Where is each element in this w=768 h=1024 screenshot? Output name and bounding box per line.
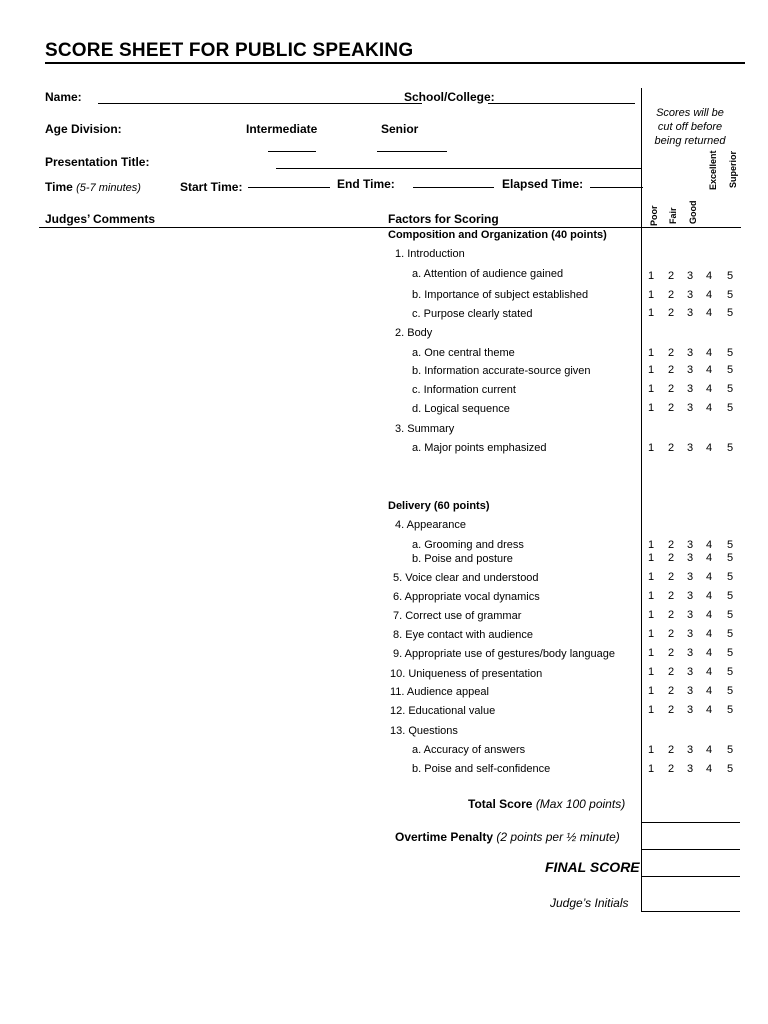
rating-option-5[interactable]: 5 — [726, 270, 734, 282]
criterion-body-d: d. Logical sequence — [412, 403, 510, 415]
rating-option-4[interactable]: 4 — [705, 744, 713, 756]
rating-option-3[interactable]: 3 — [686, 270, 694, 282]
time-note: (5-7 minutes) — [76, 182, 141, 194]
rating-option-5[interactable]: 5 — [726, 539, 734, 551]
name-label: Name: — [45, 90, 82, 104]
senior-label: Senior — [381, 122, 419, 136]
start-time-field[interactable] — [248, 187, 330, 188]
rating-option-1[interactable]: 1 — [647, 571, 655, 583]
rating-option-1[interactable]: 1 — [647, 704, 655, 716]
scores-note — [644, 106, 736, 148]
overtime-penalty-field[interactable] — [642, 849, 740, 850]
judges-initials-field[interactable] — [642, 911, 740, 912]
total-score-text: Total Score — [468, 797, 533, 811]
rating-scale-appearance-a[interactable] — [646, 539, 740, 552]
rating-option-2[interactable]: 2 — [667, 364, 675, 376]
rating-option-2[interactable]: 2 — [667, 402, 675, 414]
rating-option-1[interactable]: 1 — [647, 307, 655, 319]
rating-option-3[interactable]: 3 — [686, 442, 694, 454]
rating-option-4[interactable]: 4 — [705, 647, 713, 659]
age-division-label: Age Division: — [45, 122, 122, 136]
body-label: 2. Body — [395, 327, 433, 339]
intermediate-field[interactable] — [268, 151, 316, 152]
rating-scale-item-12[interactable] — [646, 704, 740, 717]
rating-option-1[interactable]: 1 — [647, 628, 655, 640]
rating-option-5[interactable]: 5 — [726, 609, 734, 621]
criterion-appearance-a: a. Grooming and dress — [412, 539, 524, 551]
rating-scale-body-a[interactable] — [646, 347, 740, 360]
rating-option-4[interactable]: 4 — [705, 402, 713, 414]
rating-option-4[interactable]: 4 — [705, 628, 713, 640]
rating-option-3[interactable]: 3 — [686, 364, 694, 376]
rating-option-4[interactable]: 4 — [705, 442, 713, 454]
rating-scale-intro-b[interactable] — [646, 289, 740, 302]
rating-scale-body-d[interactable] — [646, 402, 740, 415]
rating-option-5[interactable]: 5 — [726, 571, 734, 583]
rating-option-5[interactable]: 5 — [726, 666, 734, 678]
rating-scale-item-13-b[interactable] — [646, 763, 740, 776]
rating-option-4[interactable]: 4 — [705, 289, 713, 301]
rating-option-5[interactable]: 5 — [726, 628, 734, 640]
rating-option-2[interactable]: 2 — [667, 744, 675, 756]
time-label — [45, 180, 141, 194]
rating-option-4[interactable]: 4 — [705, 590, 713, 602]
scale-header-excellent: Excellent — [708, 150, 718, 190]
rating-scale-body-b[interactable] — [646, 364, 740, 377]
rating-option-1[interactable]: 1 — [647, 666, 655, 678]
rating-option-5[interactable]: 5 — [726, 552, 734, 564]
rating-scale-item-8[interactable] — [646, 628, 740, 641]
scores-note-line-2: cut off before — [657, 121, 723, 133]
rating-option-5[interactable]: 5 — [726, 364, 734, 376]
rating-option-2[interactable]: 2 — [667, 347, 675, 359]
rating-option-1[interactable]: 1 — [647, 763, 655, 775]
school-label: School/College: — [404, 90, 495, 104]
rating-option-2[interactable]: 2 — [667, 685, 675, 697]
rating-option-3[interactable]: 3 — [686, 289, 694, 301]
criterion-intro-b: b. Importance of subject established — [412, 289, 589, 301]
criterion-item-10: 10. Uniqueness of presentation — [390, 668, 543, 680]
criterion-item-9: 9. Appropriate use of gestures/body language — [393, 648, 615, 660]
rating-option-4[interactable]: 4 — [705, 552, 713, 564]
rating-scale-appearance-b[interactable] — [646, 552, 740, 565]
rating-option-2[interactable]: 2 — [667, 763, 675, 775]
rating-option-5[interactable]: 5 — [726, 744, 734, 756]
rating-scale-item-13-a[interactable] — [646, 744, 740, 757]
overtime-penalty-note: (2 points per ½ minute) — [496, 830, 620, 844]
rating-option-1[interactable]: 1 — [647, 685, 655, 697]
rating-option-1[interactable]: 1 — [647, 590, 655, 602]
criterion-item-5: 5. Voice clear and understood — [393, 572, 539, 584]
criterion-body-c: c. Information current — [412, 384, 516, 396]
criterion-item-13: 13. Questions — [390, 725, 458, 737]
scale-header-good: Good — [688, 200, 698, 224]
elapsed-time-label: Elapsed Time: — [502, 177, 584, 191]
rating-option-4[interactable]: 4 — [705, 383, 713, 395]
rating-option-4[interactable]: 4 — [705, 571, 713, 583]
criterion-body-a: a. One central theme — [412, 347, 515, 359]
rating-option-5[interactable]: 5 — [726, 704, 734, 716]
rating-scale-item-9[interactable] — [646, 647, 740, 660]
rating-option-2[interactable]: 2 — [667, 270, 675, 282]
total-score-note: (Max 100 points) — [535, 797, 626, 811]
time-label-text: Time — [45, 180, 73, 194]
criterion-body-b: b. Information accurate-source given — [412, 365, 591, 377]
rating-option-1[interactable]: 1 — [647, 442, 655, 454]
scale-header-superior: Superior — [728, 150, 738, 188]
scores-note-line-3: being returned — [654, 135, 726, 147]
rating-option-4[interactable]: 4 — [705, 609, 713, 621]
rating-scale-intro-c[interactable] — [646, 307, 740, 320]
scale-header-fair: Fair — [668, 207, 678, 224]
rating-option-4[interactable]: 4 — [705, 539, 713, 551]
total-score-field[interactable] — [642, 822, 740, 823]
judges-initials-label: Judge’s Initials — [550, 896, 629, 910]
rating-option-5[interactable]: 5 — [726, 647, 734, 659]
rating-option-5[interactable]: 5 — [726, 685, 734, 697]
rating-option-2[interactable]: 2 — [667, 628, 675, 640]
rating-option-3[interactable]: 3 — [686, 590, 694, 602]
school-field[interactable] — [488, 103, 635, 104]
criterion-item-7: 7. Correct use of grammar — [393, 610, 522, 622]
name-field[interactable] — [98, 103, 422, 104]
rating-scale-item-6[interactable] — [646, 590, 740, 603]
page-title: SCORE SHEET FOR PUBLIC SPEAKING — [45, 40, 414, 61]
rating-option-5[interactable]: 5 — [726, 590, 734, 602]
rating-option-3[interactable]: 3 — [686, 744, 694, 756]
rating-option-4[interactable]: 4 — [705, 347, 713, 359]
rating-option-2[interactable]: 2 — [667, 552, 675, 564]
rating-scale-intro-a[interactable] — [646, 270, 740, 283]
rating-option-1[interactable]: 1 — [647, 347, 655, 359]
rating-option-2[interactable]: 2 — [667, 609, 675, 621]
rating-option-1[interactable]: 1 — [647, 402, 655, 414]
criterion-item-6: 6. Appropriate vocal dynamics — [393, 591, 540, 603]
scale-header-poor: Poor — [649, 205, 659, 226]
rating-option-3[interactable]: 3 — [686, 628, 694, 640]
title-rule — [45, 62, 745, 64]
rating-option-4[interactable]: 4 — [705, 704, 713, 716]
criterion-appearance-b: b. Poise and posture — [412, 553, 513, 565]
rating-option-5[interactable]: 5 — [726, 402, 734, 414]
rating-option-2[interactable]: 2 — [667, 289, 675, 301]
rating-option-1[interactable]: 1 — [647, 647, 655, 659]
end-time-label: End Time: — [337, 177, 395, 191]
criterion-item-13-b: b. Poise and self-confidence — [412, 763, 551, 775]
rating-option-4[interactable]: 4 — [705, 666, 713, 678]
final-score-label: FINAL SCORE — [545, 859, 640, 875]
rating-option-3[interactable]: 3 — [686, 383, 694, 395]
rating-scale-item-7[interactable] — [646, 609, 740, 622]
criterion-summary-a: a. Major points emphasized — [412, 442, 547, 454]
criterion-item-11: 11. Audience appeal — [390, 686, 489, 698]
criterion-item-13-a: a. Accuracy of answers — [412, 744, 526, 756]
rating-option-5[interactable]: 5 — [726, 442, 734, 454]
rating-option-1[interactable]: 1 — [647, 364, 655, 376]
rating-option-2[interactable]: 2 — [667, 383, 675, 395]
rating-option-1[interactable]: 1 — [647, 383, 655, 395]
rating-scale-item-11[interactable] — [646, 685, 740, 698]
rating-option-3[interactable]: 3 — [686, 704, 694, 716]
rating-option-3[interactable]: 3 — [686, 666, 694, 678]
rating-option-5[interactable]: 5 — [726, 763, 734, 775]
rating-option-1[interactable]: 1 — [647, 289, 655, 301]
judges-comments-label: Judges’ Comments — [45, 212, 156, 226]
criterion-item-12: 12. Educational value — [390, 705, 496, 717]
rating-scale-item-10[interactable] — [646, 666, 740, 679]
delivery-heading: Delivery (60 points) — [388, 500, 490, 512]
rating-scale-item-5[interactable] — [646, 571, 740, 584]
score-column-divider — [641, 88, 642, 912]
rating-option-2[interactable]: 2 — [667, 704, 675, 716]
rating-option-2[interactable]: 2 — [667, 571, 675, 583]
factors-label: Factors for Scoring — [388, 212, 499, 226]
elapsed-time-field[interactable] — [590, 187, 643, 188]
rating-option-1[interactable]: 1 — [647, 539, 655, 551]
rating-option-4[interactable]: 4 — [705, 270, 713, 282]
rating-option-5[interactable]: 5 — [726, 383, 734, 395]
criterion-intro-c: c. Purpose clearly stated — [412, 308, 533, 320]
intermediate-label: Intermediate — [246, 122, 318, 136]
rating-option-2[interactable]: 2 — [667, 666, 675, 678]
rating-option-3[interactable]: 3 — [686, 539, 694, 551]
composition-heading: Composition and Organization (40 points) — [388, 229, 607, 241]
rating-option-4[interactable]: 4 — [705, 763, 713, 775]
total-score-label — [468, 797, 625, 811]
criterion-intro-a: a. Attention of audience gained — [412, 268, 564, 280]
presentation-title-label: Presentation Title: — [45, 155, 150, 169]
rating-option-3[interactable]: 3 — [686, 552, 694, 564]
final-score-field[interactable] — [642, 876, 740, 877]
rating-option-1[interactable]: 1 — [647, 609, 655, 621]
rating-option-3[interactable]: 3 — [686, 763, 694, 775]
rating-option-3[interactable]: 3 — [686, 609, 694, 621]
senior-field[interactable] — [377, 151, 447, 152]
criterion-item-8: 8. Eye contact with audience — [393, 629, 534, 641]
presentation-title-field[interactable] — [276, 168, 641, 169]
introduction-label: 1. Introduction — [395, 248, 465, 260]
rating-scale-summary-a[interactable] — [646, 442, 740, 455]
rating-option-3[interactable]: 3 — [686, 571, 694, 583]
rating-scale-body-c[interactable] — [646, 383, 740, 396]
rating-option-2[interactable]: 2 — [667, 590, 675, 602]
overtime-penalty-text: Overtime Penalty — [395, 830, 494, 844]
rating-option-1[interactable]: 1 — [647, 744, 655, 756]
rating-option-5[interactable]: 5 — [726, 307, 734, 319]
rating-option-5[interactable]: 5 — [726, 289, 734, 301]
end-time-field[interactable] — [413, 187, 494, 188]
appearance-label: 4. Appearance — [395, 519, 466, 531]
table-header-rule — [39, 227, 741, 228]
summary-label: 3. Summary — [395, 423, 455, 435]
rating-option-3[interactable]: 3 — [686, 685, 694, 697]
rating-option-4[interactable]: 4 — [705, 685, 713, 697]
rating-option-3[interactable]: 3 — [686, 347, 694, 359]
rating-option-3[interactable]: 3 — [686, 647, 694, 659]
scores-note-line-1: Scores will be — [656, 107, 724, 119]
rating-option-3[interactable]: 3 — [686, 402, 694, 414]
rating-option-3[interactable]: 3 — [686, 307, 694, 319]
overtime-penalty-label — [395, 830, 620, 844]
start-time-label: Start Time: — [180, 180, 243, 194]
rating-option-1[interactable]: 1 — [647, 270, 655, 282]
rating-option-2[interactable]: 2 — [667, 442, 675, 454]
rating-option-5[interactable]: 5 — [726, 347, 734, 359]
rating-option-1[interactable]: 1 — [647, 552, 655, 564]
rating-option-4[interactable]: 4 — [705, 307, 713, 319]
rating-option-4[interactable]: 4 — [705, 364, 713, 376]
rating-option-2[interactable]: 2 — [667, 307, 675, 319]
rating-option-2[interactable]: 2 — [667, 539, 675, 551]
rating-option-2[interactable]: 2 — [667, 647, 675, 659]
